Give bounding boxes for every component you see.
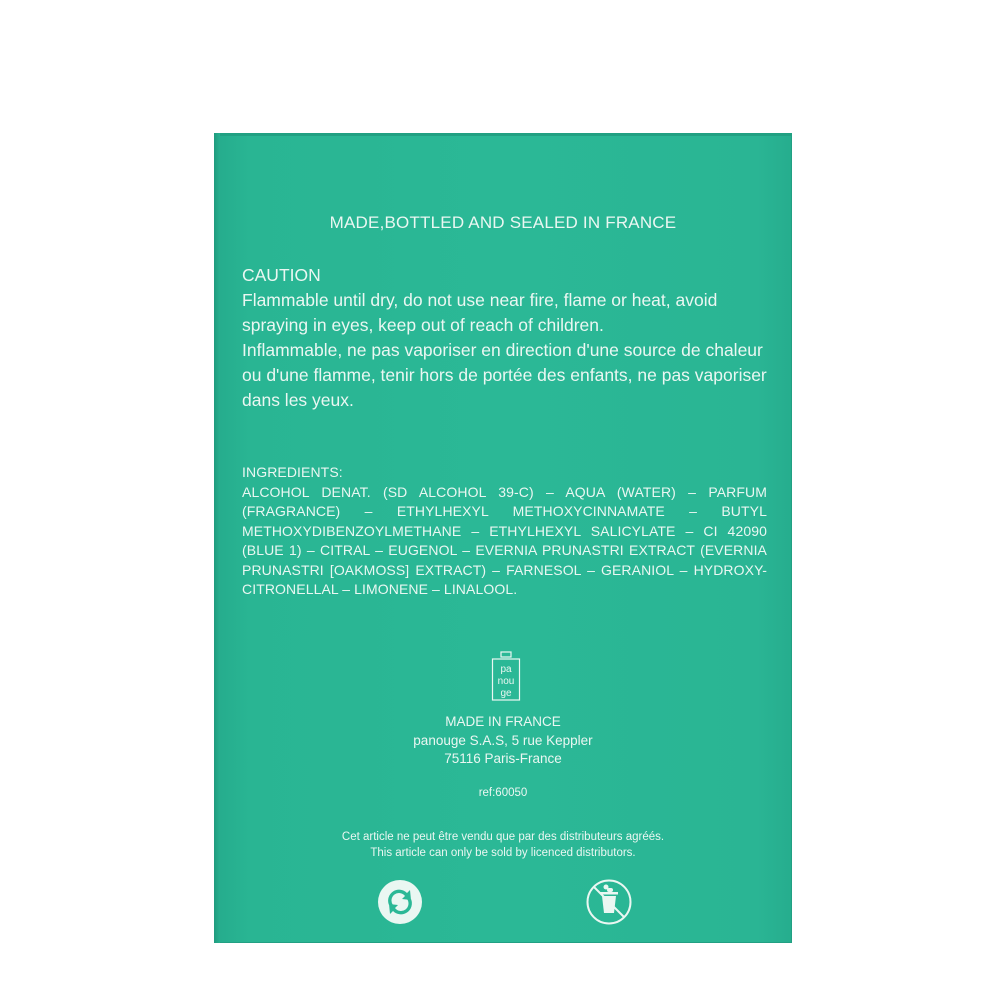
address-made-in-france: MADE IN FRANCE	[445, 714, 561, 729]
ingredients-list: ALCOHOL DENAT. (SD ALCOHOL 39-C) – AQUA (WATER) – PARFUM (FRAGRANCE) – ETHYLHEXYL METHOXYCINNAMATE – BUTYL METHOXYDIBENZOYLMETHANE – ETHYLHEXYL SALICYLATE – CI 42090 (BLUE 1) – CITRAL – EUGENOL – EVERNIA PRUNASTRI EXTRACT (EVERNIA PRUNASTRI [OAKMOSS] EXTRACT) – FARNESOL – GERANIOL – HYDROXY-CITRONELLAL – LIMONENE – LINALOOL.	[242, 483, 767, 597]
address-city: 75116 Paris-France	[444, 751, 562, 766]
logo-letters-2: nou	[497, 676, 515, 687]
ingredients-title: INGREDIENTS:	[242, 464, 343, 480]
box-left-edge	[214, 133, 220, 943]
distribution-english: This article can only be sold by licenced distributors.	[370, 847, 636, 859]
panouge-bottle-logo-icon	[491, 651, 521, 701]
manufacturer-address	[214, 713, 792, 769]
caution-title: CAUTION	[242, 265, 321, 285]
made-bottled-sealed-headline: MADE,BOTTLED AND SEALED IN FRANCE	[329, 213, 677, 232]
perfume-box-back	[214, 133, 792, 943]
recycle-icon	[377, 879, 423, 925]
box-top-edge	[214, 133, 792, 136]
trash-bin-icon	[586, 879, 632, 925]
reference-number: ref:60050	[478, 787, 528, 799]
logo-letters-1: pa	[500, 664, 512, 675]
logo-letters-3: ge	[500, 688, 512, 699]
distribution-french: Cet article ne peut être vendu que par des distributeurs agréés.	[341, 831, 665, 843]
caution-section	[242, 263, 772, 413]
caution-french: Inflammable, ne pas vaporiser en direction d'une source de chaleur ou d'une flamme, tenir hors de portée des enfants, ne pas vaporiser dans les yeux.	[242, 340, 767, 410]
ingredients-section	[242, 463, 767, 600]
distribution-notice	[214, 829, 792, 861]
caution-english: Flammable until dry, do not use near fire, flame or heat, avoid spraying in eyes, keep out of reach of children.	[242, 290, 718, 335]
address-company: panouge S.A.S, 5 rue Keppler	[413, 732, 593, 748]
